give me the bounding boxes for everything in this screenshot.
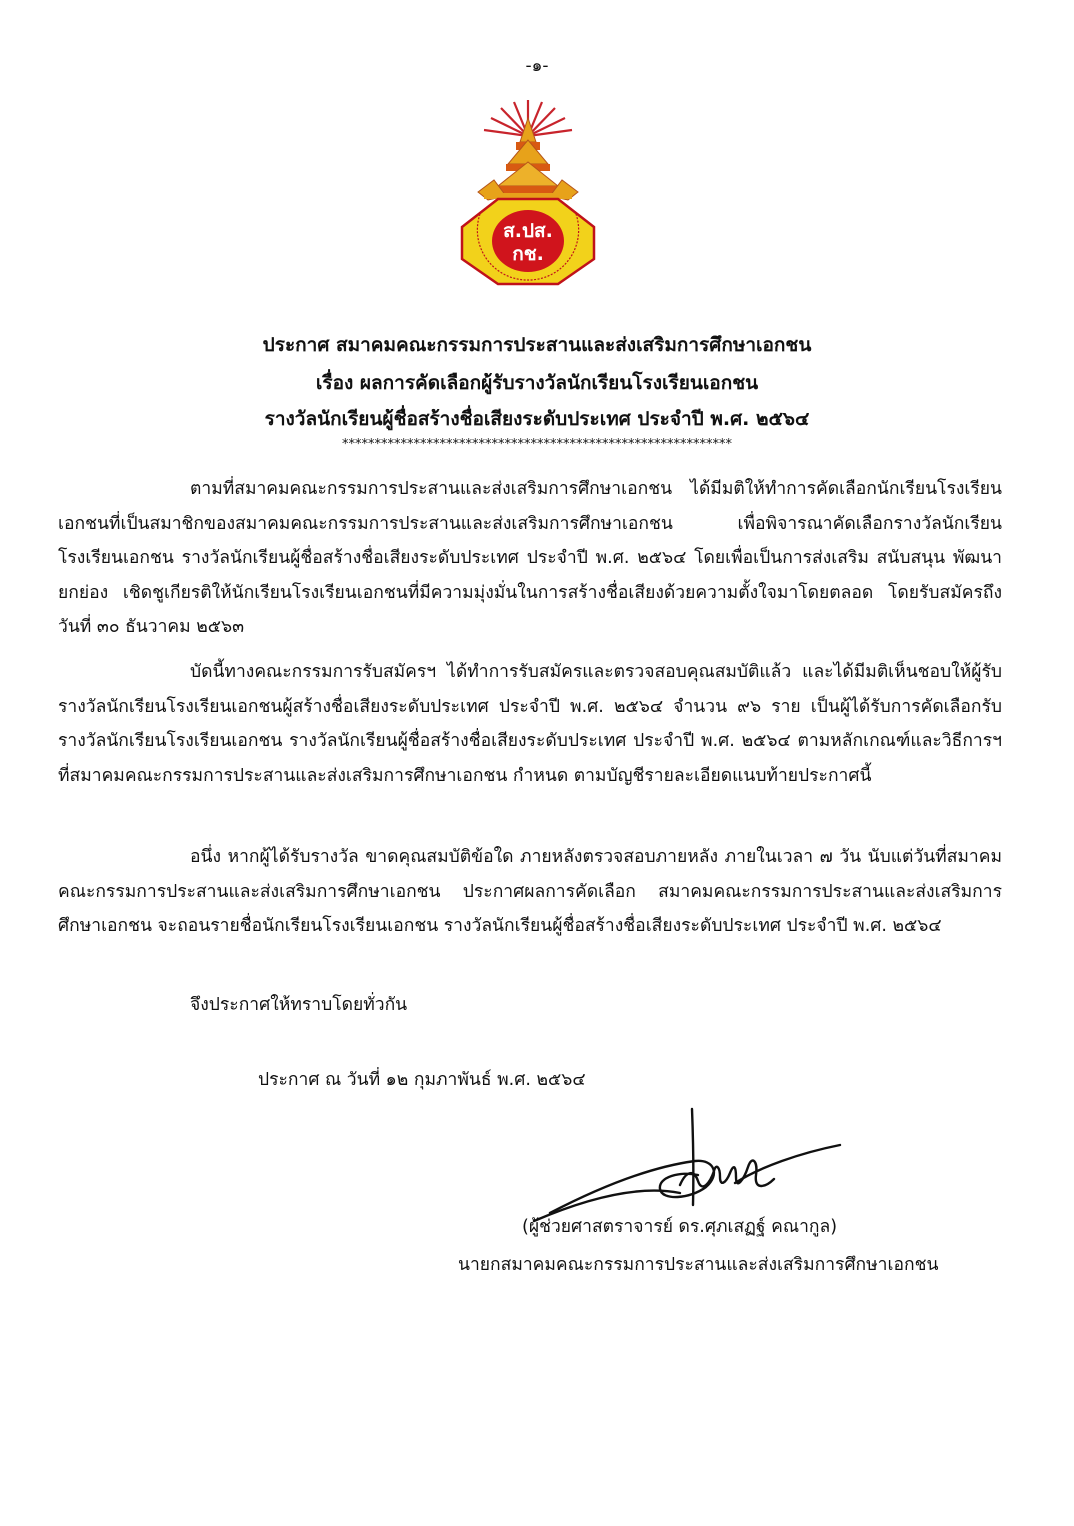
signer-title: นายกสมาคมคณะกรรมการประสานและส่งเสริมการศึกษาเอกชน xyxy=(458,1255,939,1275)
paragraph-2: บัดนี้ทางคณะกรรมการรับสมัครฯ ได้ทำการรับสมัครและตรวจสอบคุณสมบัติแล้ว และได้มีมติเห็นชอบให้ผู้รับรางวัลนักเรียนโรงเรียนเอกชนผู้สร้างชื่อเสียงระดับประเทศ ประจำปี พ.ศ. ๒๕๖๔ จำนวน ๙๖ ราย เป็นผู้ได้รับการคัดเลือกรับรางวัลนักเรียนโรงเรียนเอกชน รางวัลนักเรียนผู้ชื่อสร้างชื่อเสียงระดับประเทศ ประจำปี พ.ศ. ๒๕๖๔ ตามหลักเกณฑ์และวิธีการฯ ที่สมาคมคณะกรรมการประสานและส่งเสริมการศึกษาเอกชน กำหนด ตามบัญชีรายละเอียดแนบท้ายประกาศนี้ xyxy=(58,662,1002,786)
paragraph-1: ตามที่สมาคมคณะกรรมการประสานและส่งเสริมการศึกษาเอกชน ได้มีมติให้ทำการคัดเลือกนักเรียนโรงเรียนเอกชนที่เป็นสมาชิกของสมาคมคณะกรรมการประสานและส่งเสริมการศึกษาเอกชน เพื่อพิจารณาคัดเลือกรางวัลนักเรียนโรงเรียนเอกชน รางวัลนักเรียนผู้ชื่อสร้างชื่อเสียงระดับประเทศ ประจำปี พ.ศ. ๒๕๖๔ โดยเพื่อเป็นการส่งเสริม สนับสนุน พัฒนา ยกย่อง เชิดชูเกียรติให้นักเรียนโรงเรียนเอกชนที่มีความมุ่งมั่นในการสร้างชื่อเสียงด้วยความตั้งใจมาโดยตลอด โดยรับสมัครถึงวันที่ ๓๐ ธันวาคม ๒๕๖๓ xyxy=(58,479,1002,637)
signer-name: (ผู้ช่วยศาสตราจารย์ ดร.ศุภเสฏฐ์ คณากูล) xyxy=(522,1217,838,1237)
logo-octagon xyxy=(462,199,594,284)
heading-separator: ************************************************************ xyxy=(342,437,732,452)
heading-line-1: ประกาศ สมาคมคณะกรรมการประสานและส่งเสริมการศึกษาเอกชน xyxy=(262,334,812,356)
paragraph-3: อนึ่ง หากผู้ได้รับรางวัล ขาดคุณสมบัติข้อใด ภายหลังตรวจสอบภายหลัง ภายในเวลา ๗ วัน นับแต่วันที่สมาคมคณะกรรมการประสานและส่งเสริมการศึกษาเอกชน ประกาศผลการคัดเลือก สมาคมคณะกรรมการประสานและส่งเสริมการศึกษาเอกชน จะถอนรายชื่อนักเรียนโรงเรียนเอกชน รางวัลนักเรียนผู้ชื่อสร้างชื่อเสียงระดับประเทศ ประจำปี พ.ศ. ๒๕๖๔ xyxy=(58,847,1002,936)
association-logo-icon xyxy=(458,96,598,286)
page-number: -๑- xyxy=(525,56,549,76)
heading-line-2: เรื่อง ผลการคัดเลือกผู้รับรางวัลนักเรียนโรงเรียนเอกชน xyxy=(315,372,759,394)
closing-statement: จึงประกาศให้ทราบโดยทั่วกัน xyxy=(190,995,408,1015)
logo-text-line2: กช. xyxy=(512,243,544,265)
heading-line-3: รางวัลนักเรียนผู้ชื่อสร้างชื่อเสียงระดับประเทศ ประจำปี พ.ศ. ๒๕๖๔ xyxy=(264,408,810,430)
handwritten-signature xyxy=(530,1105,860,1225)
announcement-date: ประกาศ ณ วันที่ ๑๒ กุมภาพันธ์ พ.ศ. ๒๕๖๔ xyxy=(258,1070,586,1090)
logo-text-line1: ส.ปส. xyxy=(503,220,553,242)
